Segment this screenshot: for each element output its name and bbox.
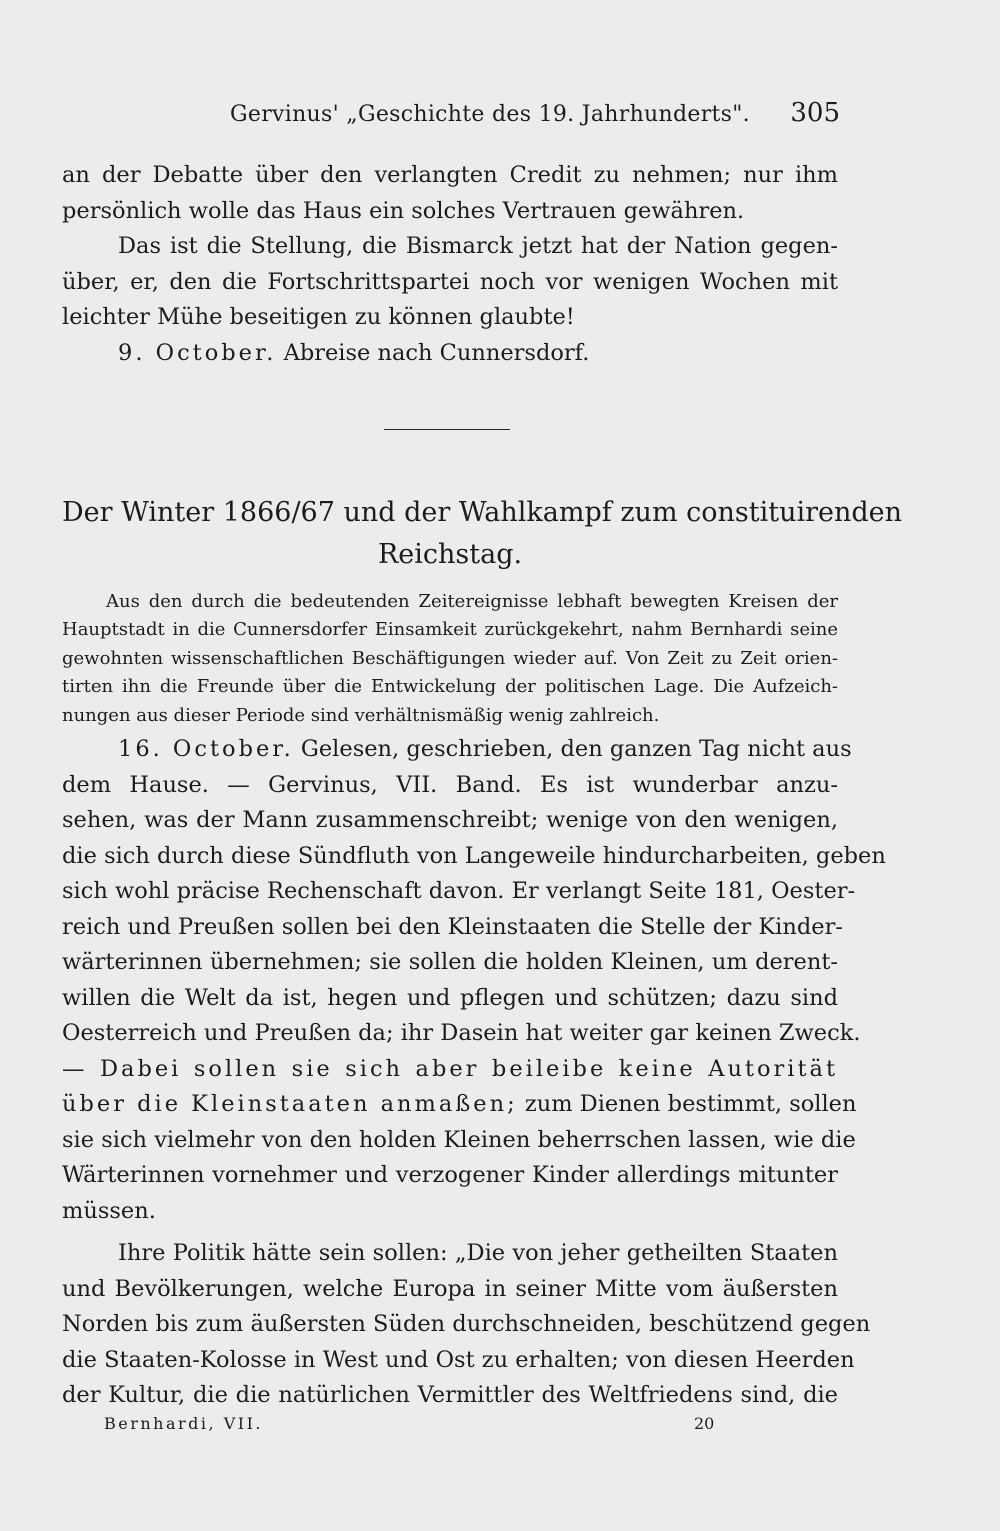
text-line: die sich durch diese Sündfluth von Langeweile hindurcharbeiten, geben [62,842,886,869]
text-line: Hauptstadt in die Cunnersdorfer Einsamkeit zurückgekehrt, nahm Bernhardi seine [62,619,838,641]
text-line: die Staaten-Kolosse in West und Ost zu erhalten; von diesen Heerden [62,1346,855,1373]
text-line: der Kultur, die die natürlichen Vermittler des Weltfriedens sind, die [62,1382,838,1408]
text-line: leichter Mühe beseitigen zu können glaubte! [62,304,575,330]
signature-mark: Bernhardi, VII. [104,1414,263,1433]
text-line: tirten ihn die Freunde über die Entwickelung der politischen Lage. Die Aufzeich- [62,676,838,698]
page-number: 305 [790,98,840,128]
text-line: über, er, den die Fortschrittspartei noch vor wenigen Wochen mit [62,268,838,295]
text-line: an der Debatte über den verlangten Credit zu nehmen; nur ihm [62,162,838,188]
text-line: sehen, was der Mann zusammenschreibt; wenige von den wenigen, [62,807,838,833]
entry-text: zum Dienen bestimmt, sollen [524,1091,857,1117]
text-line: nungen aus dieser Periode sind verhältnismäßig wenig zahlreich. [62,704,660,726]
text-line: müssen. [62,1197,156,1224]
spaced-emphasis-line: — Dabei sollen sie sich aber beileibe keine Autorität [62,1055,838,1082]
text-line: persönlich wolle das Haus ein solches Vertrauen gewähren. [62,197,745,224]
bismarck-paragraph [62,229,838,336]
text-line [62,1087,857,1123]
text-line: gewohnten wissenschaftlichen Beschäftigungen wieder auf. Von Zeit zu Zeit orien- [62,647,838,669]
text-line: Das ist die Stellung, die Bismarck jetzt hat der Nation gegen- [118,233,838,259]
running-head [60,96,840,136]
text-line: sie sich vielmehr von den holden Kleinen beherrschen lassen, wie die [62,1126,856,1153]
section-summary [62,588,838,730]
text-line: Ihre Politik hätte sein sollen: „Die von jeher getheilten Staaten [118,1240,838,1266]
section-divider [384,429,510,430]
text-line: reich und Preußen sollen bei den Kleinstaaten die Stelle der Kinder- [62,913,843,940]
text-line: Aus den durch die bedeutenden Zeitereignisse lebhaft bewegten Kreisen der [106,591,838,612]
entry-date: 9. October. [118,340,277,366]
text-line [62,732,852,768]
entry-date: 16. October. [118,736,294,762]
diary-entry-oct16 [62,732,886,1229]
text-line: und Bevölkerungen, welche Europa in seiner Mitte vom äußersten [62,1275,838,1302]
running-title: Gervinus' „Geschichte des 19. Jahrhunderts". [230,102,750,127]
entry-text: Abreise nach Cunnersdorf. [283,340,590,366]
entry-text: Gelesen, geschrieben, den ganzen Tag nicht aus [300,736,852,762]
section-heading-line: Der Winter 1866/67 und der Wahlkampf zum constituirenden [62,497,903,528]
sheet-number: 20 [694,1414,715,1433]
intro-paragraph [62,158,838,229]
diary-entry-oct9 [62,336,838,372]
text-line: Oesterreich und Preußen da; ihr Dasein hat weiter gar keinen Zweck. [62,1020,861,1046]
text-line [62,336,838,372]
text-line: dem Hause. — Gervinus, VII. Band. Es ist wunderbar anzu- [62,771,838,798]
section-heading-line: Reichstag. [377,539,523,570]
text-line: willen die Welt da ist, hegen und pflegen und schützen; dazu sind [62,984,838,1011]
spaced-emphasis: über die Kleinstaaten anmaßen; [62,1091,518,1117]
text-line: sich wohl präcise Rechenschaft davon. Er verlangt Seite 181, Oester- [62,878,856,904]
politik-paragraph [62,1236,871,1414]
text-line: Wärterinnen vornehmer und verzogener Kinder allerdings mitunter [62,1162,838,1188]
text-line: Norden bis zum äußersten Süden durchschneiden, beschützend gegen [62,1311,871,1337]
text-line: wärterinnen übernehmen; sie sollen die holden Kleinen, um derent- [62,949,838,975]
section-heading [62,492,903,576]
